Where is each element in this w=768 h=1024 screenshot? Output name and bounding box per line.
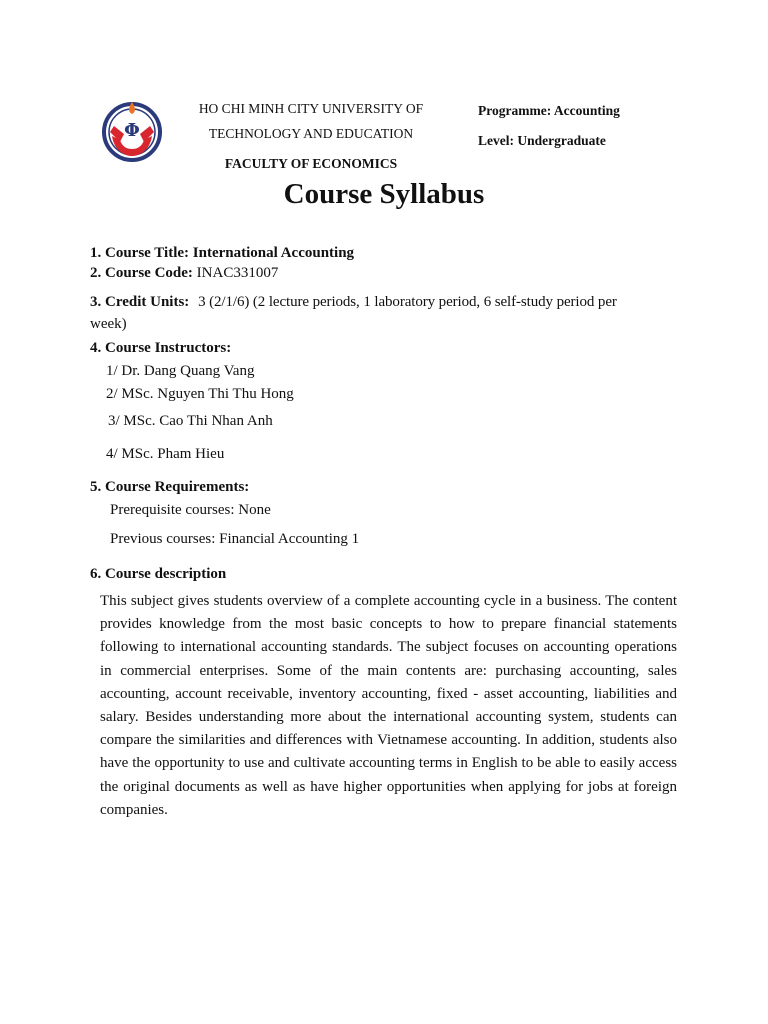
course-code-label: 2. Course Code: [90,265,193,281]
description-text: This subject gives students overview of a complete accounting cycle in a business. The content provides knowledge from the most basic concepts to how to prepare financial statements following to international accounting standards. The subject focuses on accounting operations in commercial enterprises. Some of the main contents are: purchasing accounting, sales accounting, account receivable, inventory accounting, fixed - asset accounting, liabilities and salary. Besides understanding more about the international accounting system, students can compare the similarities and differences with Vietnamese accounting. In addition, students also have the opportunity to use and cultivate accounting terms in English to be able to easily access the original documents as well as have higher opportunities when applying for jobs at foreign companies. [100,593,677,818]
university-name-line2: TECHNOLOGY AND EDUCATION [208,126,414,141]
course-code-line [90,265,278,282]
credit-units-line [90,294,617,311]
description-line [90,566,226,583]
instructor-item: 2/ MSc. Nguyen Thi Thu Hong [106,386,294,402]
requirements-label: 5. Course Requirements: [90,479,250,495]
credit-units-label: 3. Credit Units: [90,294,190,310]
page-title: Course Syllabus [283,178,485,210]
course-code-value: INAC331007 [196,265,279,281]
university-name-line1: HO CHI MINH CITY UNIVERSITY OF [198,101,424,116]
university-block [180,96,442,176]
programme-label: Programme: Accounting [478,103,620,118]
programme-block [478,96,620,156]
requirements-line [90,479,249,496]
previous-courses: Previous courses: Financial Accounting 1 [110,531,360,547]
course-title-line [90,245,354,262]
faculty-name: FACULTY OF ECONOMICS [224,156,398,171]
instructor-item: 1/ Dr. Dang Quang Vang [106,363,255,379]
prerequisite-courses: Prerequisite courses: None [110,502,271,518]
university-logo [100,96,164,164]
instructor-item: 3/ MSc. Cao Thi Nhan Anh [108,413,273,429]
level-label: Level: Undergraduate [478,133,606,148]
course-title-label: 1. Course Title: International Accounting [90,245,355,261]
instructors-line [90,340,231,357]
credit-units-value: 3 (2/1/6) (2 lecture periods, 1 laboratory period, 6 self-study period per [198,294,617,310]
university-logo-emblem [100,96,164,164]
instructor-item: 4/ MSc. Pham Hieu [106,446,225,462]
instructors-label: 4. Course Instructors: [90,340,232,356]
logo-letter: Φ [124,120,140,141]
credit-units-continuation: week) [90,316,127,332]
description-label: 6. Course description [90,566,227,582]
